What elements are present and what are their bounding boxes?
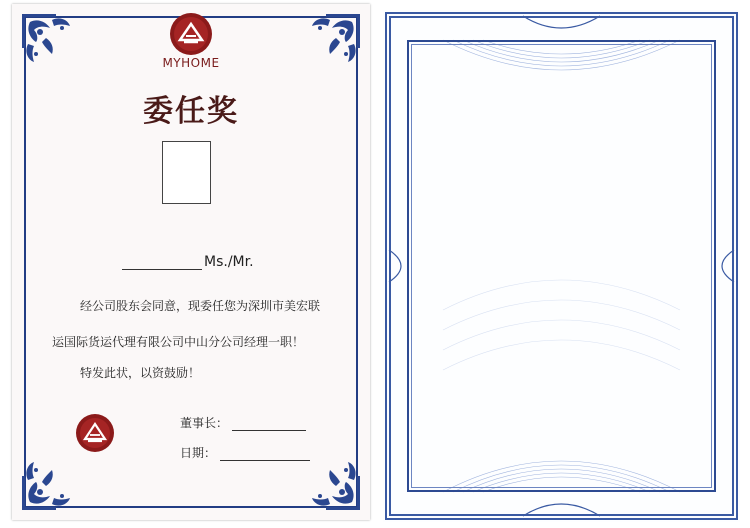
company-seal-icon	[74, 412, 116, 454]
company-logo-icon	[167, 10, 215, 58]
certificate-title: 委任奖	[143, 94, 239, 129]
body-line-3: 特发此状，以资鼓励！	[80, 366, 201, 380]
chairman-signature	[180, 414, 306, 431]
inner-border-thin	[411, 44, 712, 488]
name-blank	[122, 255, 202, 270]
date-field	[180, 444, 310, 461]
photo-placeholder	[162, 141, 211, 204]
body-line-2: 运国际货运代理有限公司中山分公司经理一职！	[52, 335, 305, 349]
corner-ornament-icon	[16, 446, 86, 516]
chairman-label: 董事长：	[180, 416, 229, 430]
appointment-certificate	[12, 4, 370, 520]
blank-certificate-template	[383, 10, 740, 522]
recipient-name-line	[122, 254, 254, 270]
body-line-1: 经公司股东会同意，现委任您为深圳市美宏联	[80, 299, 321, 313]
salutation: Ms./Mr.	[204, 254, 254, 270]
date-line	[220, 448, 310, 461]
brand-name: MYHOME	[162, 56, 220, 70]
chairman-signature-line	[232, 418, 306, 431]
date-label: 日期：	[180, 446, 217, 460]
